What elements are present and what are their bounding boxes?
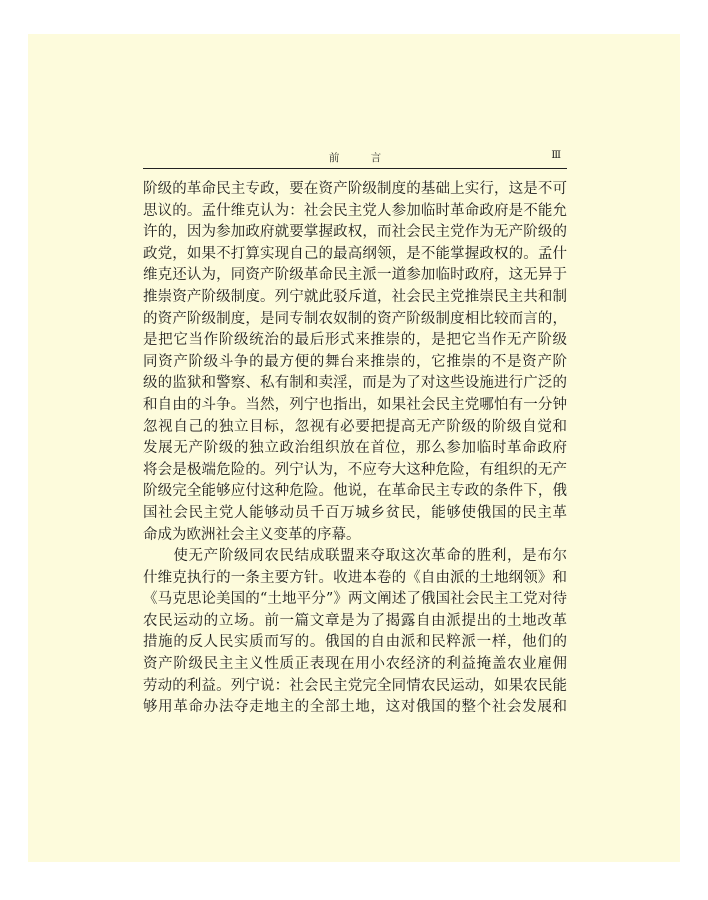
text-line: 思议的。孟什维克认为：社会民主党人参加临时革命政府是不能允 (143, 202, 567, 219)
text-line: 《马克思论美国的“土地平分”》两文阐述了俄国社会民主工党对待 (143, 591, 567, 608)
text-line: 许的，因为参加政府就要掌握政权，而社会民主党作为无产阶级的 (143, 224, 567, 241)
text-line: 和自由的斗争。当然，列宁也指出，如果社会民主党哪怕有一分钟 (143, 396, 567, 413)
running-header (143, 146, 567, 169)
text-line: 阶级的革命民主专政，要在资产阶级制度的基础上实行，这是不可 (143, 181, 567, 197)
text-line: 维克还认为，同资产阶级革命民主派一道参加临时政府，这无异于 (143, 267, 567, 284)
text-line: 使无产阶级同农民结成联盟来夺取这次革命的胜利，是布尔 (143, 548, 567, 565)
text-line: 是把它当作阶级统治的最后形式来推崇的，是把它当作无产阶级 (143, 332, 567, 349)
text-line: 将会是极端危险的。列宁认为，不应夸大这种危险，有组织的无产 (143, 461, 567, 478)
text-line: 劳动的利益。列宁说：社会民主党完全同情农民运动，如果农民能 (143, 677, 567, 694)
text-line: 措施的反人民实质而写的。俄国的自由派和民粹派一样，他们的 (143, 634, 567, 651)
text-line: 级的监狱和警察、私有制和卖淫，而是为了对这些设施进行广泛的 (143, 375, 567, 392)
text-line: 政党，如果不打算实现自己的最高纲领，是不能掌握政权的。孟什 (143, 245, 567, 262)
text-line: 够用革命办法夺走地主的全部土地，这对俄国的整个社会发展和 (143, 699, 567, 716)
text-line: 农民运动的立场。前一篇文章是为了揭露自由派提出的土地改革 (143, 612, 567, 629)
paragraph-1 (143, 179, 567, 546)
text-line: 命成为欧洲社会主义变革的序幕。 (143, 526, 361, 543)
text-line: 资产阶级民主主义性质正表现在用小农经济的利益掩盖农业雇佣 (143, 656, 567, 673)
page-number: Ⅲ (551, 150, 561, 161)
text-line: 阶级完全能够应付这种危险。他说，在革命民主专政的条件下，俄 (143, 483, 567, 500)
text-line: 推崇资产阶级制度。列宁就此驳斥道，社会民主党推崇民主共和制 (143, 288, 567, 305)
text-line: 的资产阶级制度，是同专制农奴制的资产阶级制度相比较而言的， (143, 310, 567, 327)
text-line: 忽视自己的独立目标，忽视有必要把提高无产阶级的阶级自觉和 (143, 418, 567, 435)
body-text (143, 179, 567, 719)
paragraph-2 (143, 546, 567, 719)
header-title: 前 言 (328, 152, 396, 164)
text-line: 同资产阶级斗争的最方便的舞台来推崇的，它推崇的不是资产阶 (143, 353, 567, 370)
text-line: 国社会民主党人能够动员千百万城乡贫民，能够使俄国的民主革 (143, 504, 567, 521)
text-line: 什维克执行的一条主要方针。收进本卷的《自由派的土地纲领》和 (143, 569, 567, 586)
text-line: 发展无产阶级的独立政治组织放在首位，那么参加临时革命政府 (143, 440, 567, 457)
